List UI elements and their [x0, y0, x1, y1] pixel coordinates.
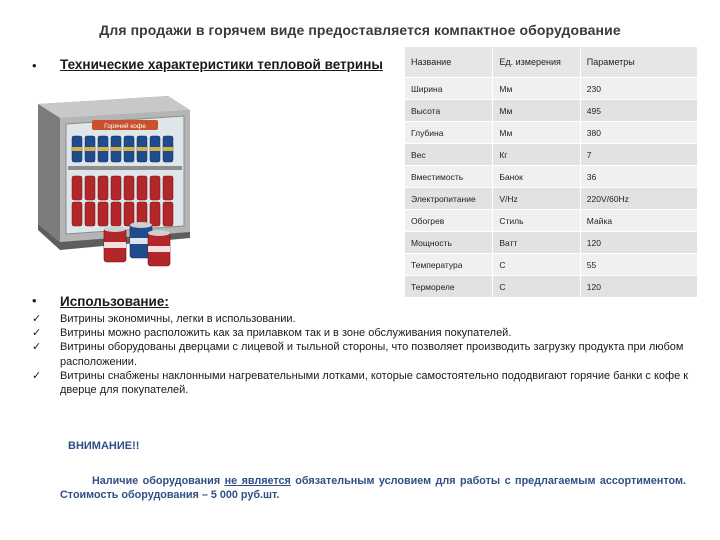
page-title: Для продажи в горячем виде предоставляется компактное оборудование [99, 22, 621, 38]
table-cell: 36 [580, 166, 697, 188]
table-cell: Банок [493, 166, 580, 188]
warning-text-underlined: не является [224, 475, 291, 487]
bullet-icon: • [32, 293, 37, 308]
table-row [405, 232, 698, 254]
table-cell: V/Hz [493, 188, 580, 210]
table-row [405, 100, 698, 122]
table-cell: С [493, 254, 580, 276]
list-item-text: Витрины оборудованы дверцами с лицевой и тыльной стороны, что позволяет производить загрузку продукта при любом расположении. [60, 341, 684, 368]
usage-list [32, 312, 692, 397]
table-cell: 120 [580, 276, 697, 298]
table-row [405, 166, 698, 188]
specs-heading: Технические характеристики тепловой ветрины [60, 57, 383, 72]
usage-heading: Использование: [60, 294, 169, 309]
table-cell: Вместимость [405, 166, 493, 188]
table-cell: Ширина [405, 78, 493, 100]
display-cabinet-image [30, 92, 200, 274]
checkmark-icon: ✓ [32, 313, 42, 325]
table-row [405, 122, 698, 144]
table-row [405, 210, 698, 232]
checkmark-icon: ✓ [32, 369, 42, 382]
table-row [405, 144, 698, 166]
specs-table [404, 46, 698, 298]
table-cell: Ватт [493, 232, 580, 254]
table-cell: Мм [493, 100, 580, 122]
table-row [405, 254, 698, 276]
table-cell: С [493, 276, 580, 298]
table-cell: Вес [405, 144, 493, 166]
table-cell: 230 [580, 78, 697, 100]
table-cell: Мм [493, 78, 580, 100]
warning-text-part: обязательным условием для работы с предлагаемым ассортиментом. Стоимость оборудования – 5 000 руб.шт. [60, 475, 686, 501]
list-item-text: Витрины снабжены наклонными нагревательными лотками, которые самостоятельно пододвигают горячие банки с кофе к дверце для покупателей. [60, 369, 689, 397]
table-cell: Глубина [405, 122, 493, 144]
column-header: Параметры [580, 47, 697, 78]
warning-text-part: Наличие оборудования [92, 475, 225, 487]
column-header: Название [405, 47, 493, 78]
warning-title: ВНИМАНИЕ!! [68, 440, 140, 452]
list-item [32, 326, 692, 340]
table-cell: Мощность [405, 232, 493, 254]
table-cell: Электропитание [405, 188, 493, 210]
checkmark-icon: ✓ [32, 341, 42, 354]
table-row [405, 276, 698, 298]
table-cell: Термореле [405, 276, 493, 298]
list-item [32, 312, 692, 326]
table-row [405, 78, 698, 100]
list-item-text: Витрины можно расположить как за прилавком так и в зоне обслуживания покупателей. [60, 327, 512, 340]
table-row [405, 188, 698, 210]
table-cell: 7 [580, 144, 697, 166]
checkmark-icon: ✓ [32, 327, 42, 340]
column-header: Ед. измерения [493, 47, 580, 78]
list-item-text: Витрины экономичны, легки в использовании. [60, 313, 296, 325]
list-item [32, 369, 692, 397]
table-cell: Кг [493, 144, 580, 166]
table-cell: 120 [580, 232, 697, 254]
table-cell: 55 [580, 254, 697, 276]
warning-text [60, 474, 686, 502]
list-item [32, 340, 692, 368]
table-cell: 495 [580, 100, 697, 122]
table-cell: Обогрев [405, 210, 493, 232]
table-cell: Температура [405, 254, 493, 276]
table-cell: 380 [580, 122, 697, 144]
table-cell: Стиль [493, 210, 580, 232]
bullet-icon: • [32, 58, 37, 73]
table-cell: 220V/60Hz [580, 188, 697, 210]
table-cell: Майка [580, 210, 697, 232]
table-cell: Высота [405, 100, 493, 122]
table-cell: Мм [493, 122, 580, 144]
svg-text:Горячий кофе: Горячий кофе [104, 123, 146, 130]
table-header-row [405, 47, 698, 78]
